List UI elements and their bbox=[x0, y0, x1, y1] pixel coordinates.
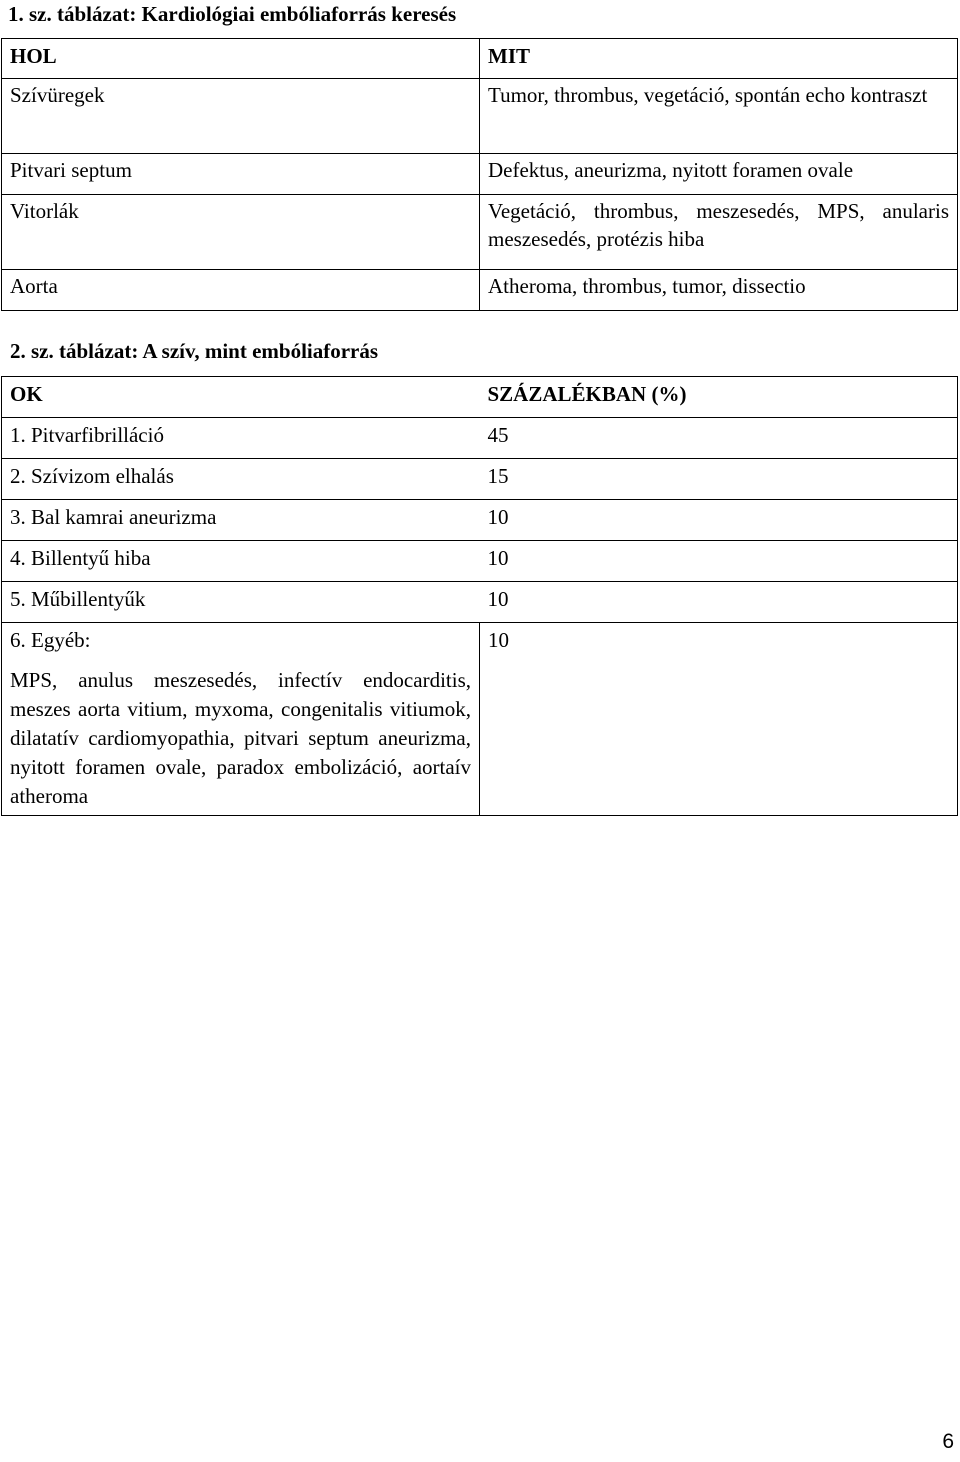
table-row bbox=[2, 79, 958, 154]
table2-caption: 2. sz. táblázat: A szív, mint embóliaforrás bbox=[10, 339, 379, 363]
location-cell: Szívüregek bbox=[2, 79, 480, 154]
header-hol: HOL bbox=[2, 39, 480, 79]
percent-cell: 10 bbox=[480, 623, 958, 816]
cause-cell: 4. Billentyű hiba bbox=[2, 541, 480, 582]
finding-cell: Vegetáció, thrombus, meszesedés, MPS, anularis meszesedés, protézis hiba bbox=[480, 195, 958, 270]
table-row bbox=[2, 270, 958, 311]
heart-embolism-source-table bbox=[1, 376, 958, 816]
table-row bbox=[2, 418, 958, 459]
cause-cell: 2. Szívizom elhalás bbox=[2, 459, 480, 500]
table-row bbox=[2, 500, 958, 541]
location-cell: Vitorlák bbox=[2, 195, 480, 270]
table-row bbox=[2, 582, 958, 623]
cause-cell: 1. Pitvarfibrilláció bbox=[2, 418, 480, 459]
finding-cell: Defektus, aneurizma, nyitott foramen ovale bbox=[480, 154, 958, 195]
table-header-row bbox=[2, 377, 958, 418]
table-row bbox=[2, 154, 958, 195]
cause-cell: 5. Műbillentyűk bbox=[2, 582, 480, 623]
finding-cell: Tumor, thrombus, vegetáció, spontán echo kontraszt bbox=[480, 79, 958, 154]
table-row-other bbox=[2, 623, 958, 816]
percent-cell: 45 bbox=[480, 418, 958, 459]
header-ok: OK bbox=[2, 377, 480, 418]
location-cell: Aorta bbox=[2, 270, 480, 311]
percent-cell: 15 bbox=[480, 459, 958, 500]
header-percent: SZÁZALÉKBAN (%) bbox=[480, 377, 958, 418]
table-header-row bbox=[2, 39, 958, 79]
table1-caption: 1. sz. táblázat: Kardiológiai embóliaforrás keresés bbox=[8, 2, 457, 26]
percent-cell: 10 bbox=[480, 500, 958, 541]
cause-cell: 3. Bal kamrai aneurizma bbox=[2, 500, 480, 541]
finding-cell: Atheroma, thrombus, tumor, dissectio bbox=[480, 270, 958, 311]
page-number: 6 bbox=[942, 1430, 954, 1453]
table-row bbox=[2, 195, 958, 270]
header-mit: MIT bbox=[480, 39, 958, 79]
table-row bbox=[2, 459, 958, 500]
embolism-source-search-table bbox=[1, 38, 958, 311]
other-description: MPS, anulus meszesedés, infectív endocarditis, meszes aorta vitium, myxoma, congenitalis vitiumok, dilatatív cardiomyopathia, pitvari septum aneurizma, nyitott foramen ovale, paradox embolizáció, aortaív atheroma bbox=[10, 668, 471, 808]
table-row bbox=[2, 541, 958, 582]
other-cause-cell bbox=[2, 623, 480, 816]
percent-cell: 10 bbox=[480, 541, 958, 582]
location-cell: Pitvari septum bbox=[2, 154, 480, 195]
percent-cell: 10 bbox=[480, 582, 958, 623]
other-label: 6. Egyéb: bbox=[10, 628, 91, 652]
